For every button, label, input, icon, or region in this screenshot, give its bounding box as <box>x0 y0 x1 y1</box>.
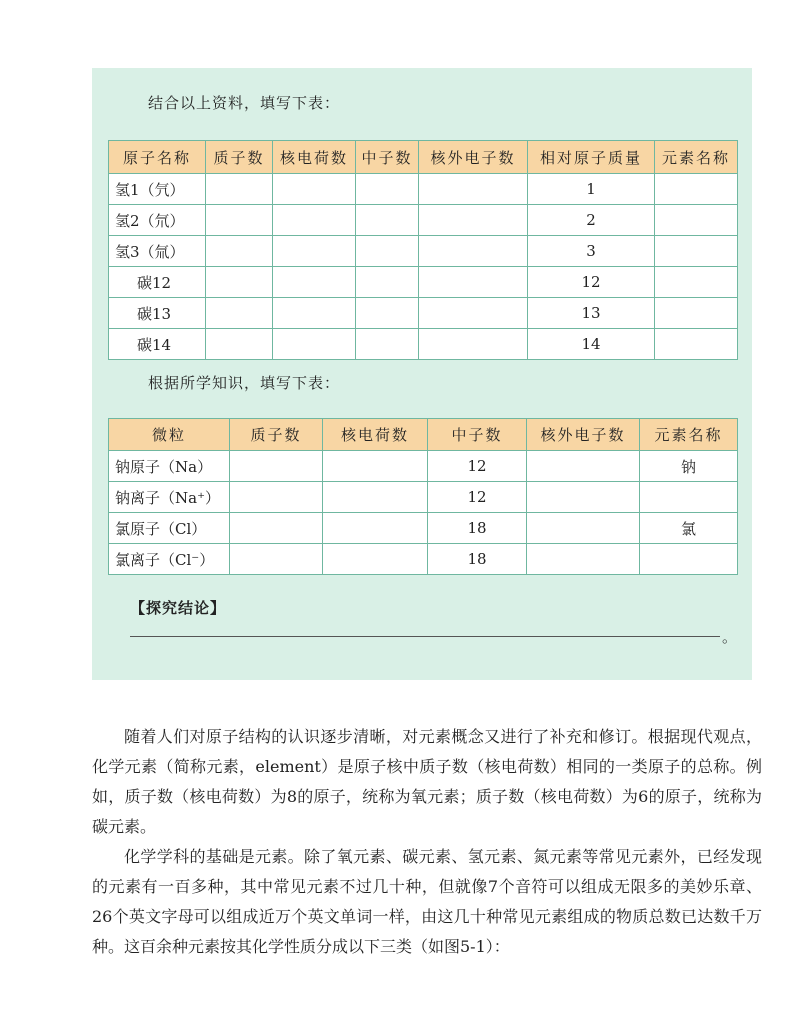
paragraph: 随着人们对原子结构的认识逐步清晰，对元素概念又进行了补充和修订。根据现代观点，化学元素（简称元素，element）是原子核中质子数（核电荷数）相同的一类原子的总称。例如，质子数（核电荷数）为8的原子，统称为氧元素；质子数（核电荷数）为6的原子，统称为碳元素。 <box>92 727 762 836</box>
input-cell <box>230 544 323 575</box>
cell: 氢1（氕） <box>109 174 206 205</box>
table1-instruction: 结合以上资料，填写下表： <box>148 94 341 112</box>
table-row <box>109 329 738 360</box>
cell: 钠 <box>640 451 738 482</box>
input-cell <box>419 267 528 298</box>
input-cell <box>273 174 356 205</box>
input-cell <box>655 329 738 360</box>
input-cell <box>356 174 419 205</box>
input-cell <box>655 236 738 267</box>
cell: 13 <box>528 298 655 329</box>
input-cell <box>273 205 356 236</box>
input-cell <box>419 205 528 236</box>
col-relative-mass: 相对原子质量 <box>528 141 655 174</box>
input-cell <box>419 329 528 360</box>
input-cell <box>273 298 356 329</box>
col-element-name: 元素名称 <box>640 419 738 451</box>
conclusion-label: 【探究结论】 <box>130 599 227 617</box>
cell: 钠离子（Na⁺） <box>109 482 230 513</box>
input-cell <box>273 267 356 298</box>
col-neutron-count: 中子数 <box>428 419 527 451</box>
input-cell <box>356 329 419 360</box>
col-electron-count: 核外电子数 <box>527 419 640 451</box>
cell: 1 <box>528 174 655 205</box>
particle-table-header <box>109 419 738 451</box>
particle-table <box>108 418 738 575</box>
input-cell <box>206 329 273 360</box>
col-nuclear-charge: 核电荷数 <box>273 141 356 174</box>
cell: 氯离子（Cl⁻） <box>109 544 230 575</box>
table-row <box>109 205 738 236</box>
input-cell <box>356 205 419 236</box>
cell: 氯原子（Cl） <box>109 513 230 544</box>
table2-instruction: 根据所学知识，填写下表： <box>148 374 341 392</box>
col-nuclear-charge: 核电荷数 <box>323 419 428 451</box>
input-cell <box>527 482 640 513</box>
atom-table <box>108 140 738 360</box>
cell: 12 <box>428 451 527 482</box>
cell: 12 <box>528 267 655 298</box>
conclusion-answer-line <box>130 636 720 637</box>
input-cell <box>206 267 273 298</box>
input-cell <box>356 267 419 298</box>
table-row <box>109 298 738 329</box>
table-row <box>109 236 738 267</box>
input-cell <box>230 482 323 513</box>
table-row <box>109 451 738 482</box>
input-cell <box>323 513 428 544</box>
input-cell <box>323 482 428 513</box>
cell <box>640 544 738 575</box>
table-row <box>109 482 738 513</box>
input-cell <box>527 513 640 544</box>
cell: 氢2（氘） <box>109 205 206 236</box>
cell: 12 <box>428 482 527 513</box>
input-cell <box>206 298 273 329</box>
input-cell <box>655 298 738 329</box>
cell: 14 <box>528 329 655 360</box>
input-cell <box>419 174 528 205</box>
cell: 氢3（氚） <box>109 236 206 267</box>
input-cell <box>273 329 356 360</box>
col-neutron-count: 中子数 <box>356 141 419 174</box>
input-cell <box>527 544 640 575</box>
table-row <box>109 174 738 205</box>
cell <box>640 482 738 513</box>
cell: 碳12 <box>109 267 206 298</box>
input-cell <box>206 205 273 236</box>
input-cell <box>206 236 273 267</box>
cell: 18 <box>428 513 527 544</box>
input-cell <box>323 451 428 482</box>
paragraph: 化学学科的基础是元素。除了氧元素、碳元素、氢元素、氮元素等常见元素外，已经发现的元素有一百多种，其中常见元素不过几十种，但就像7个音符可以组成无限多的美妙乐章、26个英文字母可以组成近万个英文单词一样，由这几十种常见元素组成的物质总数已达数千万种。这百余种元素按其化学性质分成以下三类（如图5-1）： <box>92 847 762 956</box>
table-row <box>109 544 738 575</box>
input-cell <box>356 298 419 329</box>
table-row <box>109 513 738 544</box>
input-cell <box>527 451 640 482</box>
body-text <box>92 722 762 962</box>
input-cell <box>273 236 356 267</box>
cell: 2 <box>528 205 655 236</box>
input-cell <box>419 298 528 329</box>
col-particle: 微粒 <box>109 419 230 451</box>
input-cell <box>655 205 738 236</box>
input-cell <box>230 513 323 544</box>
input-cell <box>655 267 738 298</box>
cell: 18 <box>428 544 527 575</box>
cell: 碳13 <box>109 298 206 329</box>
input-cell <box>206 174 273 205</box>
col-proton-count: 质子数 <box>206 141 273 174</box>
input-cell <box>323 544 428 575</box>
cell: 碳14 <box>109 329 206 360</box>
cell: 3 <box>528 236 655 267</box>
table-row <box>109 267 738 298</box>
atom-table-header <box>109 141 738 174</box>
input-cell <box>419 236 528 267</box>
col-proton-count: 质子数 <box>230 419 323 451</box>
col-atom-name: 原子名称 <box>109 141 206 174</box>
col-electron-count: 核外电子数 <box>419 141 528 174</box>
input-cell <box>230 451 323 482</box>
conclusion-period: 。 <box>722 628 738 646</box>
input-cell <box>356 236 419 267</box>
cell: 氯 <box>640 513 738 544</box>
col-element-name: 元素名称 <box>655 141 738 174</box>
input-cell <box>655 174 738 205</box>
cell: 钠原子（Na） <box>109 451 230 482</box>
